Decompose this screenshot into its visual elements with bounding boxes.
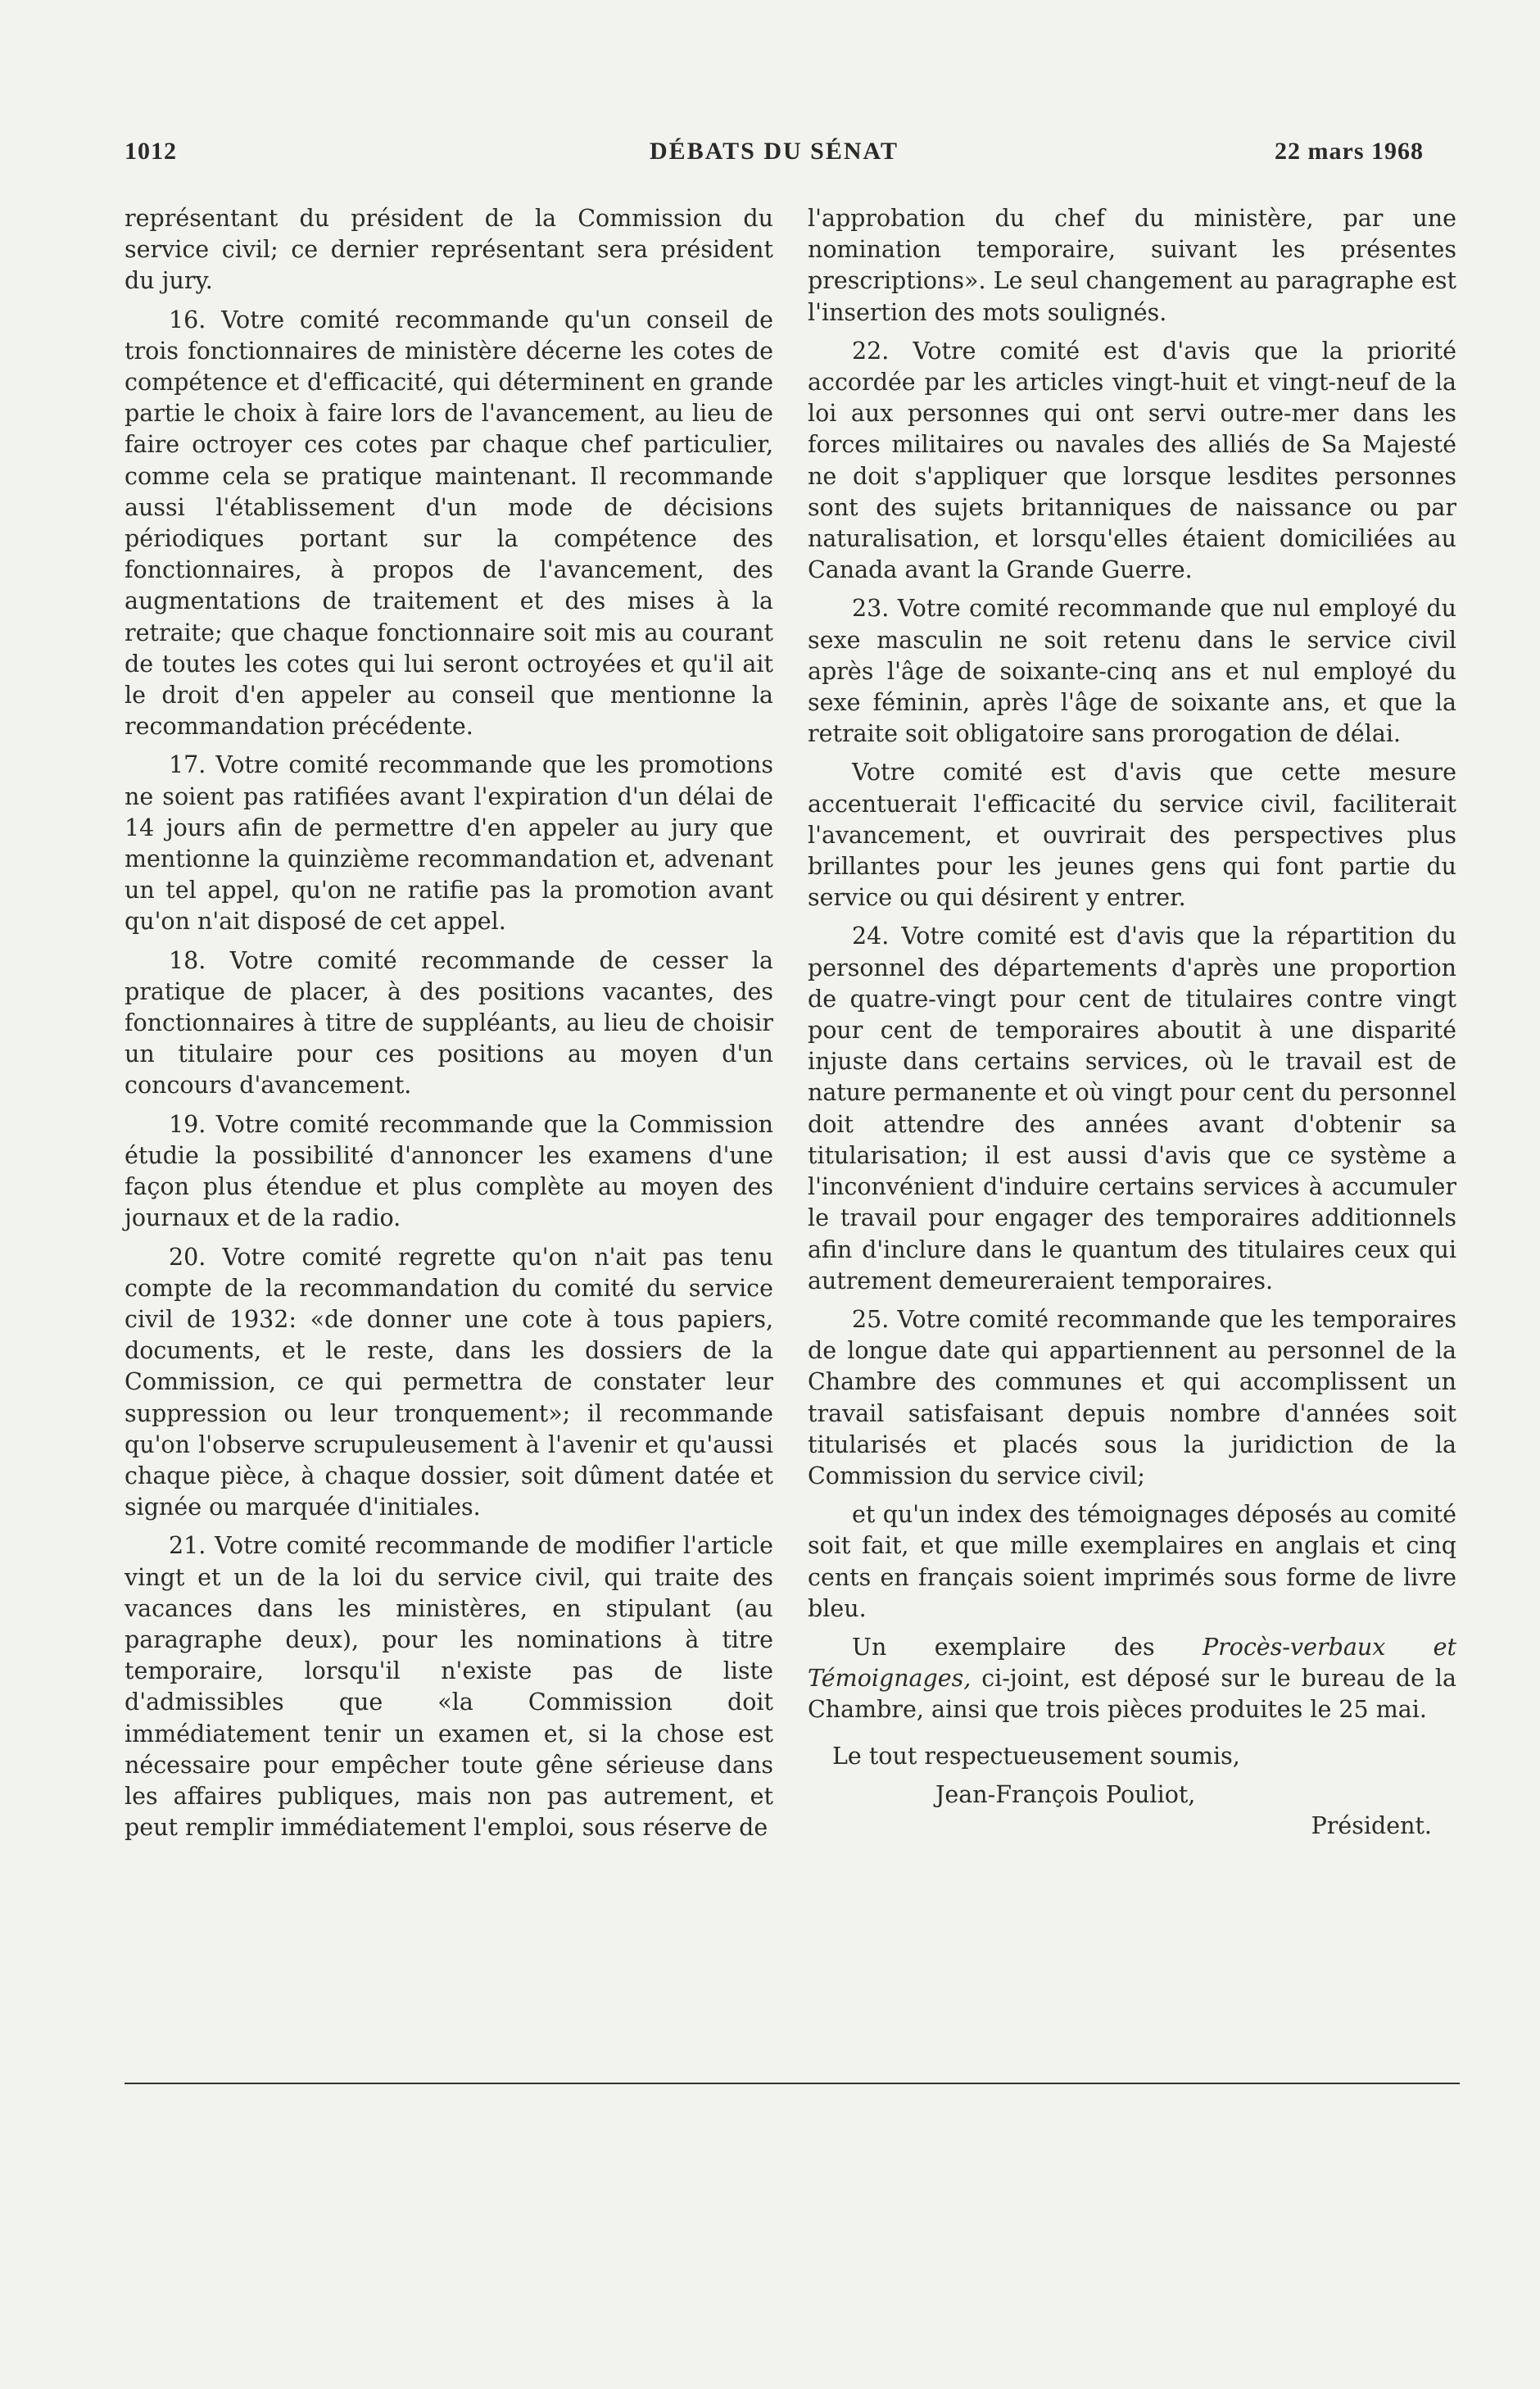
paragraph-24: 24. Votre comité est d'avis que la répartition du personnel des départements d'après une proportion de quatre-vingt pour cent de titulaires contre vingt pour cent de temporaires aboutit à une disparité injuste dans certains services, où le travail est de nature permanente et où vingt pour cent du personnel doit attendre des années avant d'obtenir sa titularisation; il est aussi d'avis que ce système a l'inconvénient d'induire certains services à accumuler le travail pour engager des temporaires additionnels afin d'inclure dans le quantum des titulaires ceux qui autrement demeureraient temporaires. [808, 923, 1456, 1294]
paragraph-22: 22. Votre comité est d'avis que la priorité accordée par les articles vingt-huit et vingt-neuf de la loi aux personnes qui ont servi outre-mer dans les forces militaires ou navales des alliés de Sa Majesté ne doit s'appliquer que lorsque lesdites personnes sont des sujets britanniques de naissance ou par naturalisation, et lorsqu'elles étaient domiciliées au Canada avant la Grande Guerre. [808, 337, 1456, 584]
signature-title: Président. [1311, 1811, 1432, 1839]
running-title: DÉBATS DU SÉNAT [650, 138, 899, 165]
exemplaire-text-before: Un exemplaire des [852, 1633, 1203, 1661]
exemplaire-text-after: ci-joint, est déposé sur le bureau de la Chambre, ainsi que trois pièces produites le 25 mai. [808, 1665, 1456, 1724]
paragraph-exemplaire [808, 1632, 1456, 1726]
running-header [125, 138, 1424, 179]
paragraph-17: 17. Votre comité recommande que les promotions ne soient pas ratifiées avant l'expiration d'un délai de 14 jours afin de permettre d'en appeler au jury que mentionne la quinzième recommandation et, advenant un tel appel, qu'on ne ratifie pas la promotion avant qu'on n'ait disposé de cet appel. [125, 751, 773, 936]
paragraph-21-continued: l'approbation du chef du ministère, par une nomination temporaire, suivant les présentes prescriptions». Le seul changement au paragraphe est l'insertion des mots soulignés. [808, 205, 1456, 326]
left-column [125, 203, 773, 1851]
bottom-rule [125, 2083, 1460, 2084]
running-date: 22 mars 1968 [1275, 138, 1424, 165]
paragraph-21: 21. Votre comité recommande de modifier l'article vingt et un de la loi du service civil, qui traite des vacances dans les ministères, en stipulant (au paragraphe deux), pour les nominations à titre temporaire, lorsqu'il n'existe pas de liste d'admissibles que «la Commission doit immédiatement tenir un examen et, si la chose est nécessaire pour empêcher toute gêne sérieuse dans les affaires publiques, mais non pas autrement, et peut remplir immédiatement l'emploi, sous réserve de [125, 1532, 773, 1842]
paragraph-23: 23. Votre comité recommande que nul employé du sexe masculin ne soit retenu dans le service civil après l'âge de soixante-cinq ans et nul employé du sexe féminin, après l'âge de soixante ans, et que la retraite soit obligatoire sans prorogation de délai. [808, 595, 1456, 748]
signature: Jean-François Pouliot, [935, 1780, 1196, 1808]
paragraph-18: 18. Votre comité recommande de cesser la pratique de placer, à des positions vacantes, des fonctionnaires à titre de suppléants, au lieu de choisir un titulaire pour ces positions au moyen d'un concours d'avancement. [125, 946, 773, 1099]
paragraph-16: 16. Votre comité recommande qu'un conseil de trois fonctionnaires de ministère décerne les cotes de compétence et d'efficacité, qui déterminent en grande partie le choix à faire lors de l'avancement, au lieu de faire octroyer ces cotes par chaque chef particulier, comme cela se pratique maintenant. Il recommande aussi l'établissement d'un mode de décisions périodiques portant sur la compétence des fonctionnaires, à propos de l'avancement, des augmentations de traitement et des mises à la retraite; que chaque fonctionnaire soit mis au courant de toutes les cotes qui lui seront octroyées et qu'il ait le droit d'en appeler au conseil que mentionne la recommandation précédente. [125, 306, 773, 741]
paragraph-25: 25. Votre comité recommande que les temporaires de longue date qui appartiennent au personnel de la Chambre des communes et qui accomplissent un travail satisfaisant depuis nombre d'années soit titularisés et placés sous la juridiction de la Commission du service civil; [808, 1305, 1456, 1489]
exemplaire-italic-title: Procès-verbaux et Témoignages, [808, 1633, 1456, 1693]
paragraph-19: 19. Votre comité recommande que la Commission étudie la possibilité d'annoncer les examens d'une façon plus étendue et plus complète au moyen des journaux et de la radio. [125, 1110, 773, 1232]
paragraph-continued: représentant du président de la Commission du service civil; ce dernier représentant sera président du jury. [125, 205, 773, 295]
paragraph-index: et qu'un index des témoignages déposés au comité soit fait, et que mille exemplaires en anglais et cinq cents en français soient imprimés sous forme de livre bleu. [808, 1501, 1456, 1622]
closing-line: Le tout respectueusement soumis, [832, 1742, 1240, 1770]
right-column [808, 203, 1456, 1842]
paragraph-20: 20. Votre comité regrette qu'on n'ait pas tenu compte de la recommandation du comité du service civil de 1932: «de donner une cote à tous papiers, documents, et le reste, dans les dossiers de la Commission, ce qui permettra de constater leur suppression ou leur tronquement»; il recommande qu'on l'observe scrupuleusement à l'avenir et qu'aussi chaque pièce, à chaque dossier, soit dûment datée et signée ou marquée d'initiales. [125, 1243, 773, 1521]
paragraph-23-opinion: Votre comité est d'avis que cette mesure accentuerait l'efficacité du service civil, faciliterait l'avancement, et ouvrirait des perspectives plus brillantes pour les jeunes gens qui font partie du service ou qui désirent y entrer. [808, 759, 1456, 912]
page-number: 1012 [125, 138, 177, 165]
